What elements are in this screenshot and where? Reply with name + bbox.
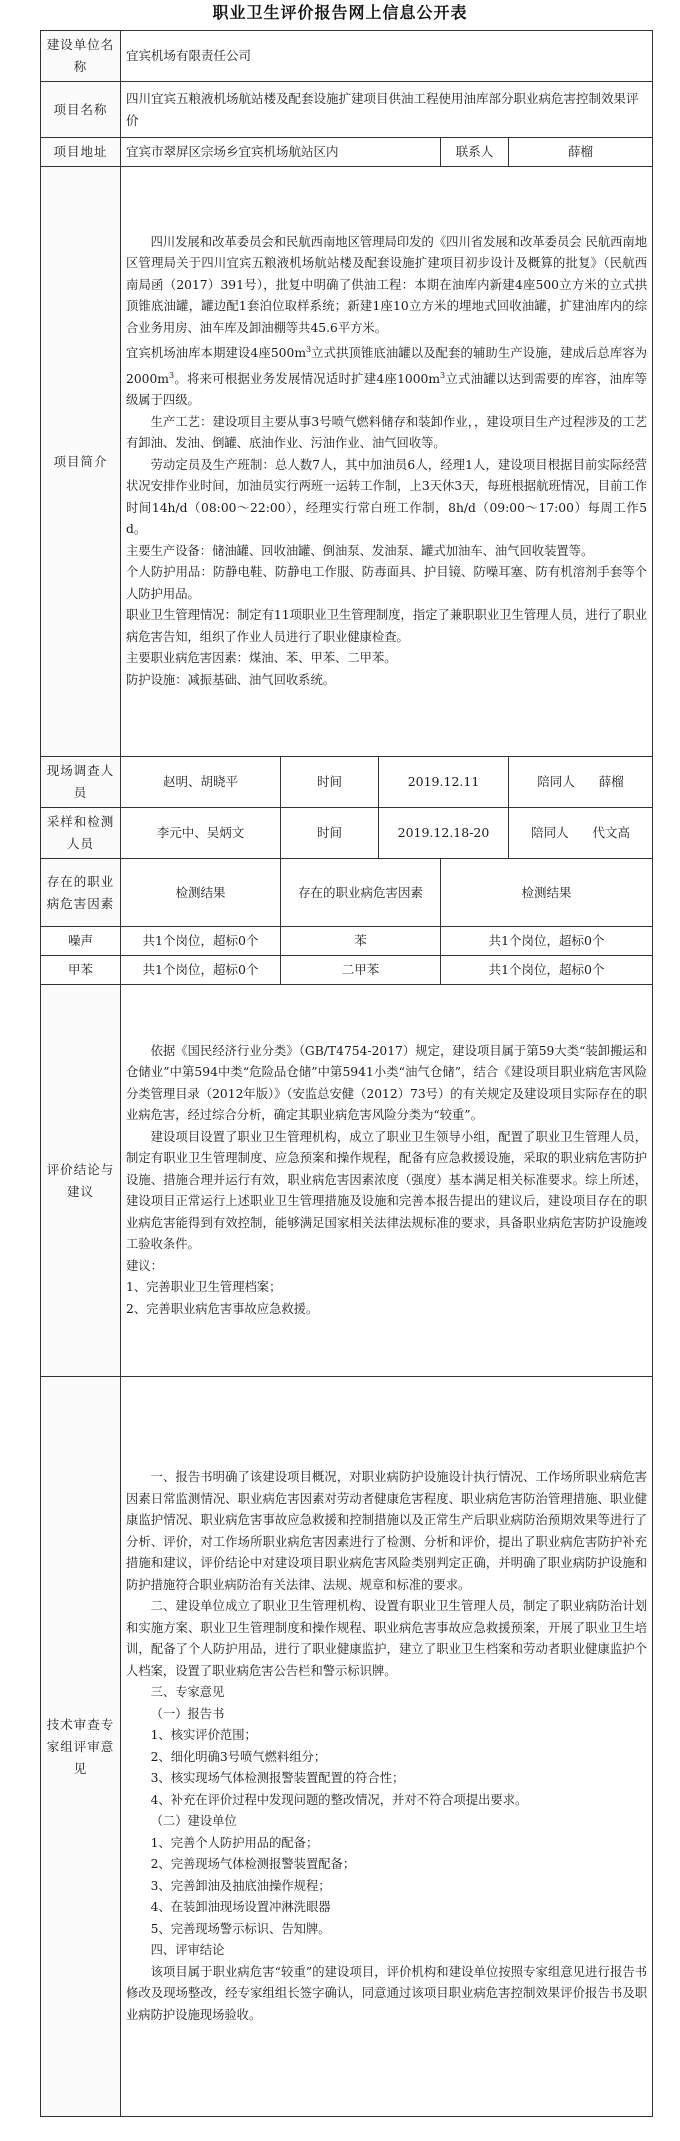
contact-name: 薛榴	[509, 138, 653, 167]
conclusion-label: 评价结论与建议	[41, 985, 121, 1377]
review-item: 2、完善现场气体检测报警装置配备；	[150, 1857, 356, 1871]
conclusion-para-classification: 依据《国民经济行业分类》（GB/T4754-2017）规定，建设项目属于第59大类“装卸搬运和仓储业”中第594中类“危险品仓储”中第5941小类“油气仓储”，结合《建设项目职业病危害风险分类管理目录（2012年版）》（安监总安健（2012）73号）的有关规定及建设项目实际存在的职业病危害，经过综合分析，确定其职业病危害风险分类为“较重”。	[126, 1043, 648, 1123]
intro-para-hazards: 主要职业病危害因素：煤油、苯、甲苯、二甲苯。	[126, 651, 397, 666]
hazard-col1-header: 存在的职业病危害因素	[41, 859, 121, 927]
address-value: 宜宾市翠屏区宗场乡宜宾机场航站区内	[121, 138, 441, 167]
review-item: 1、完善个人防护用品的配备；	[150, 1835, 319, 1850]
review-heading-opinions: 三、专家意见	[150, 1685, 225, 1699]
row-address	[41, 138, 653, 167]
survey-staff: 赵明、胡晓平	[121, 757, 281, 808]
contact-label: 联系人	[441, 138, 509, 167]
conclusion-suggestion-item: 2、完善职业病危害事故应急救援。	[126, 1301, 319, 1316]
review-item: 5、完善现场警示标识、告知牌。	[150, 1921, 331, 1936]
intro-para-capacity: 宜宾机场油库本期建设4座$500m^3$立式拱顶锥底油罐以及配套的辅助生产设施，建成后总库容为$2000m^3$。将来可根据业务发展情况适时扩建4座$1000m^3$立式油罐以达到需要的库容，油库等级属于四级。	[126, 345, 648, 408]
hazard-result: 共1个岗位，超标0个	[121, 956, 281, 985]
review-item: 3、完善卸油及抽底油操作规程；	[150, 1878, 331, 1893]
review-subheading-unit: （二）建设单位	[150, 1814, 237, 1828]
intro-label: 项目简介	[41, 167, 121, 757]
conclusion-body	[121, 985, 653, 1377]
hazard-row	[41, 927, 653, 956]
hazard-result: 共1个岗位，超标0个	[441, 956, 653, 985]
hazard-col2-header: 存在的职业病危害因素	[281, 859, 441, 927]
sampling-staff-label: 采样和检测人员	[41, 808, 121, 859]
address-label: 项目地址	[41, 138, 121, 167]
hazard-row	[41, 956, 653, 985]
row-org	[41, 31, 653, 82]
review-item: 4、在装卸油现场设置冲淋洗眼器	[150, 1900, 331, 1914]
intro-para-approval: 四川发展和改革委员会和民航西南地区管理局印发的《四川省发展和改革委员会 民航西南地区管理局关于四川宜宾五粮液机场航站楼及配套设施扩建项目初步设计及概算的批复》（民航西南局函（2017）391号），批复中明确了供油工程：本期在油库内新建4座500立方米的立式拱顶锥底油罐，罐边配1套泊位取样系统；新建1座10立方米的埋地式回收油罐，扩建油库内的综合业务用房、油车库及卸油棚等共45.6平方米。	[126, 234, 648, 335]
hazard-factor: 甲苯	[41, 956, 121, 985]
page-title: 职业卫生评价报告网上信息公开表	[212, 3, 468, 22]
review-item: 1、核实评价范围；	[150, 1728, 257, 1742]
survey-time-label: 时间	[281, 757, 379, 808]
conclusion-suggestion-item: 1、完善职业卫生管理档案；	[126, 1280, 282, 1295]
review-para-organization: 二、建设单位成立了职业卫生管理机构、设置有职业卫生管理人员，制定了职业病防治计划和实施方案、职业卫生管理制度和操作规程、职业病危害事故应急救援预案，开展了职业卫生培训，配备了个人防护用品，进行了职业健康监护，建立了职业卫生档案和劳动者职业健康监护个人档案，设置了职业病危害公告栏和警示标识牌。	[126, 1599, 648, 1678]
review-body	[121, 1377, 653, 2117]
intro-para-management: 职业卫生管理情况：制定有11项职业卫生管理制度，指定了兼职职业卫生管理人员，进行了职业病危害告知，组织了作业人员进行了职业健康检查。	[126, 608, 648, 644]
row-review	[41, 1377, 653, 2117]
conclusion-suggestion-heading: 建议：	[126, 1258, 163, 1273]
row-conclusion	[41, 985, 653, 1377]
project-name: 四川宜宾五粮液机场航站楼及配套设施扩建项目供油工程使用油库部分职业病危害控制效果评价	[121, 82, 653, 138]
sampling-staff: 李元中、吴炳文	[121, 808, 281, 859]
review-subheading-report: （一）报告书	[150, 1706, 225, 1721]
row-hazard-header	[41, 859, 653, 927]
survey-companion: 陪同人 薛榴	[509, 757, 653, 808]
hazard-result: 共1个岗位，超标0个	[121, 927, 281, 956]
survey-date: 2019.12.11	[379, 757, 509, 808]
row-intro	[41, 167, 653, 757]
review-item: 4、补充在评价过程中发现问题的整改情况，并对不符合项提出要求。	[150, 1792, 528, 1807]
review-label: 技术审查专家组评审意见	[41, 1377, 121, 2117]
project-label: 项目名称	[41, 82, 121, 138]
review-para-conclusion: 该项目属于职业病危害“较重”的建设项目，评价机构和建设单位按照专家组意见进行报告书修改及现场整改，经专家组组长签字确认，同意通过该项目职业病危害控制效果评价报告书及职业病防护设施现场验收。	[126, 1964, 648, 2022]
hazard-factor: 苯	[281, 927, 441, 956]
review-item: 3、核实现场气体检测报警装置配置的符合性；	[150, 1771, 405, 1785]
row-project	[41, 82, 653, 138]
intro-para-process: 生产工艺：建设项目主要从事3号喷气燃料储存和装卸作业，，建设项目生产过程涉及的工艺有卸油、发油、倒罐、底油作业、污油作业、油气回收等。	[126, 414, 648, 451]
conclusion-para-summary: 建设项目设置了职业卫生管理机构，成立了职业卫生领导小组，配置了职业卫生管理人员，制定有职业卫生管理制度、应急预案和操作规程，配备有应急救援设施，采取的职业病危害防护设施、措施合理并运行有效，职业病危害因素浓度（强度）基本满足相关标准要求。综上所述，建设项目正常运行上述职业卫生管理措施及设施和完善本报告提出的建议后，建设项目存在的职业病危害能得到有效控制，能够满足国家相关法律法规标准的要求，具备职业病危害防护设施竣工验收条件。	[126, 1129, 648, 1252]
survey-staff-label: 现场调查人员	[41, 757, 121, 808]
intro-para-protection: 防护设施：减振基础、油气回收系统。	[126, 672, 336, 687]
hazard-result: 共1个岗位，超标0个	[441, 927, 653, 956]
org-name: 宜宾机场有限责任公司	[121, 31, 653, 82]
intro-para-equipment: 主要生产设备：储油罐、回收油罐、倒油泵、发油泵、罐式加油车、油气回收装置等。	[126, 543, 594, 558]
row-survey	[41, 757, 653, 808]
review-heading-conclusion: 四、评审结论	[150, 1943, 225, 1957]
result-col1-header: 检测结果	[121, 859, 281, 927]
intro-para-ppe: 个人防护用品：防静电鞋、防静电工作服、防毒面具、护目镜、防噪耳塞、防有机溶剂手套等个人防护用品。	[126, 565, 648, 601]
org-label: 建设单位名称	[41, 31, 121, 82]
row-sampling	[41, 808, 653, 859]
intro-para-staffing: 劳动定员及生产班制：总人数7人，其中加油员6人，经理1人，建设项目根据目前实际经营状况安排作业时间，加油员实行两班一运转工作制，上3天休3天，每班根据航班情况，目前工作时间14h/d（08:00～22:00），经理实行常白班工作制，8h/d（09:00～17:00）每周工作5d。	[126, 457, 648, 537]
hazard-factor: 噪声	[41, 927, 121, 956]
info-table	[40, 30, 653, 2117]
review-para-report: 一、报告书明确了该建设项目概况，对职业病防护设施设计执行情况、工作场所职业病危害因素日常监测情况、职业病危害因素对劳动者健康危害程度、职业病危害防治管理措施、职业健康监护情况、职业病危害事故应急救援和控制措施以及正常生产后职业病防治预期效果等进行了分析、评价，对工作场所职业病危害因素进行了检测、分析和评价，提出了职业病危害防护补充措施和建议，评价结论中对建设项目职业病危害风险类别判定正确，并明确了职业病防护设施和防护措施符合职业病防治有关法律、法规、规章和标准的要求。	[126, 1470, 648, 1592]
intro-body	[121, 167, 653, 757]
sampling-time-label: 时间	[281, 808, 379, 859]
review-item: 2、细化明确3号喷气燃料组分；	[150, 1749, 327, 1764]
sampling-companion: 陪同人 代文高	[509, 808, 653, 859]
result-col2-header: 检测结果	[441, 859, 653, 927]
sampling-date: 2019.12.18-20	[379, 808, 509, 859]
hazard-factor: 二甲苯	[281, 956, 441, 985]
